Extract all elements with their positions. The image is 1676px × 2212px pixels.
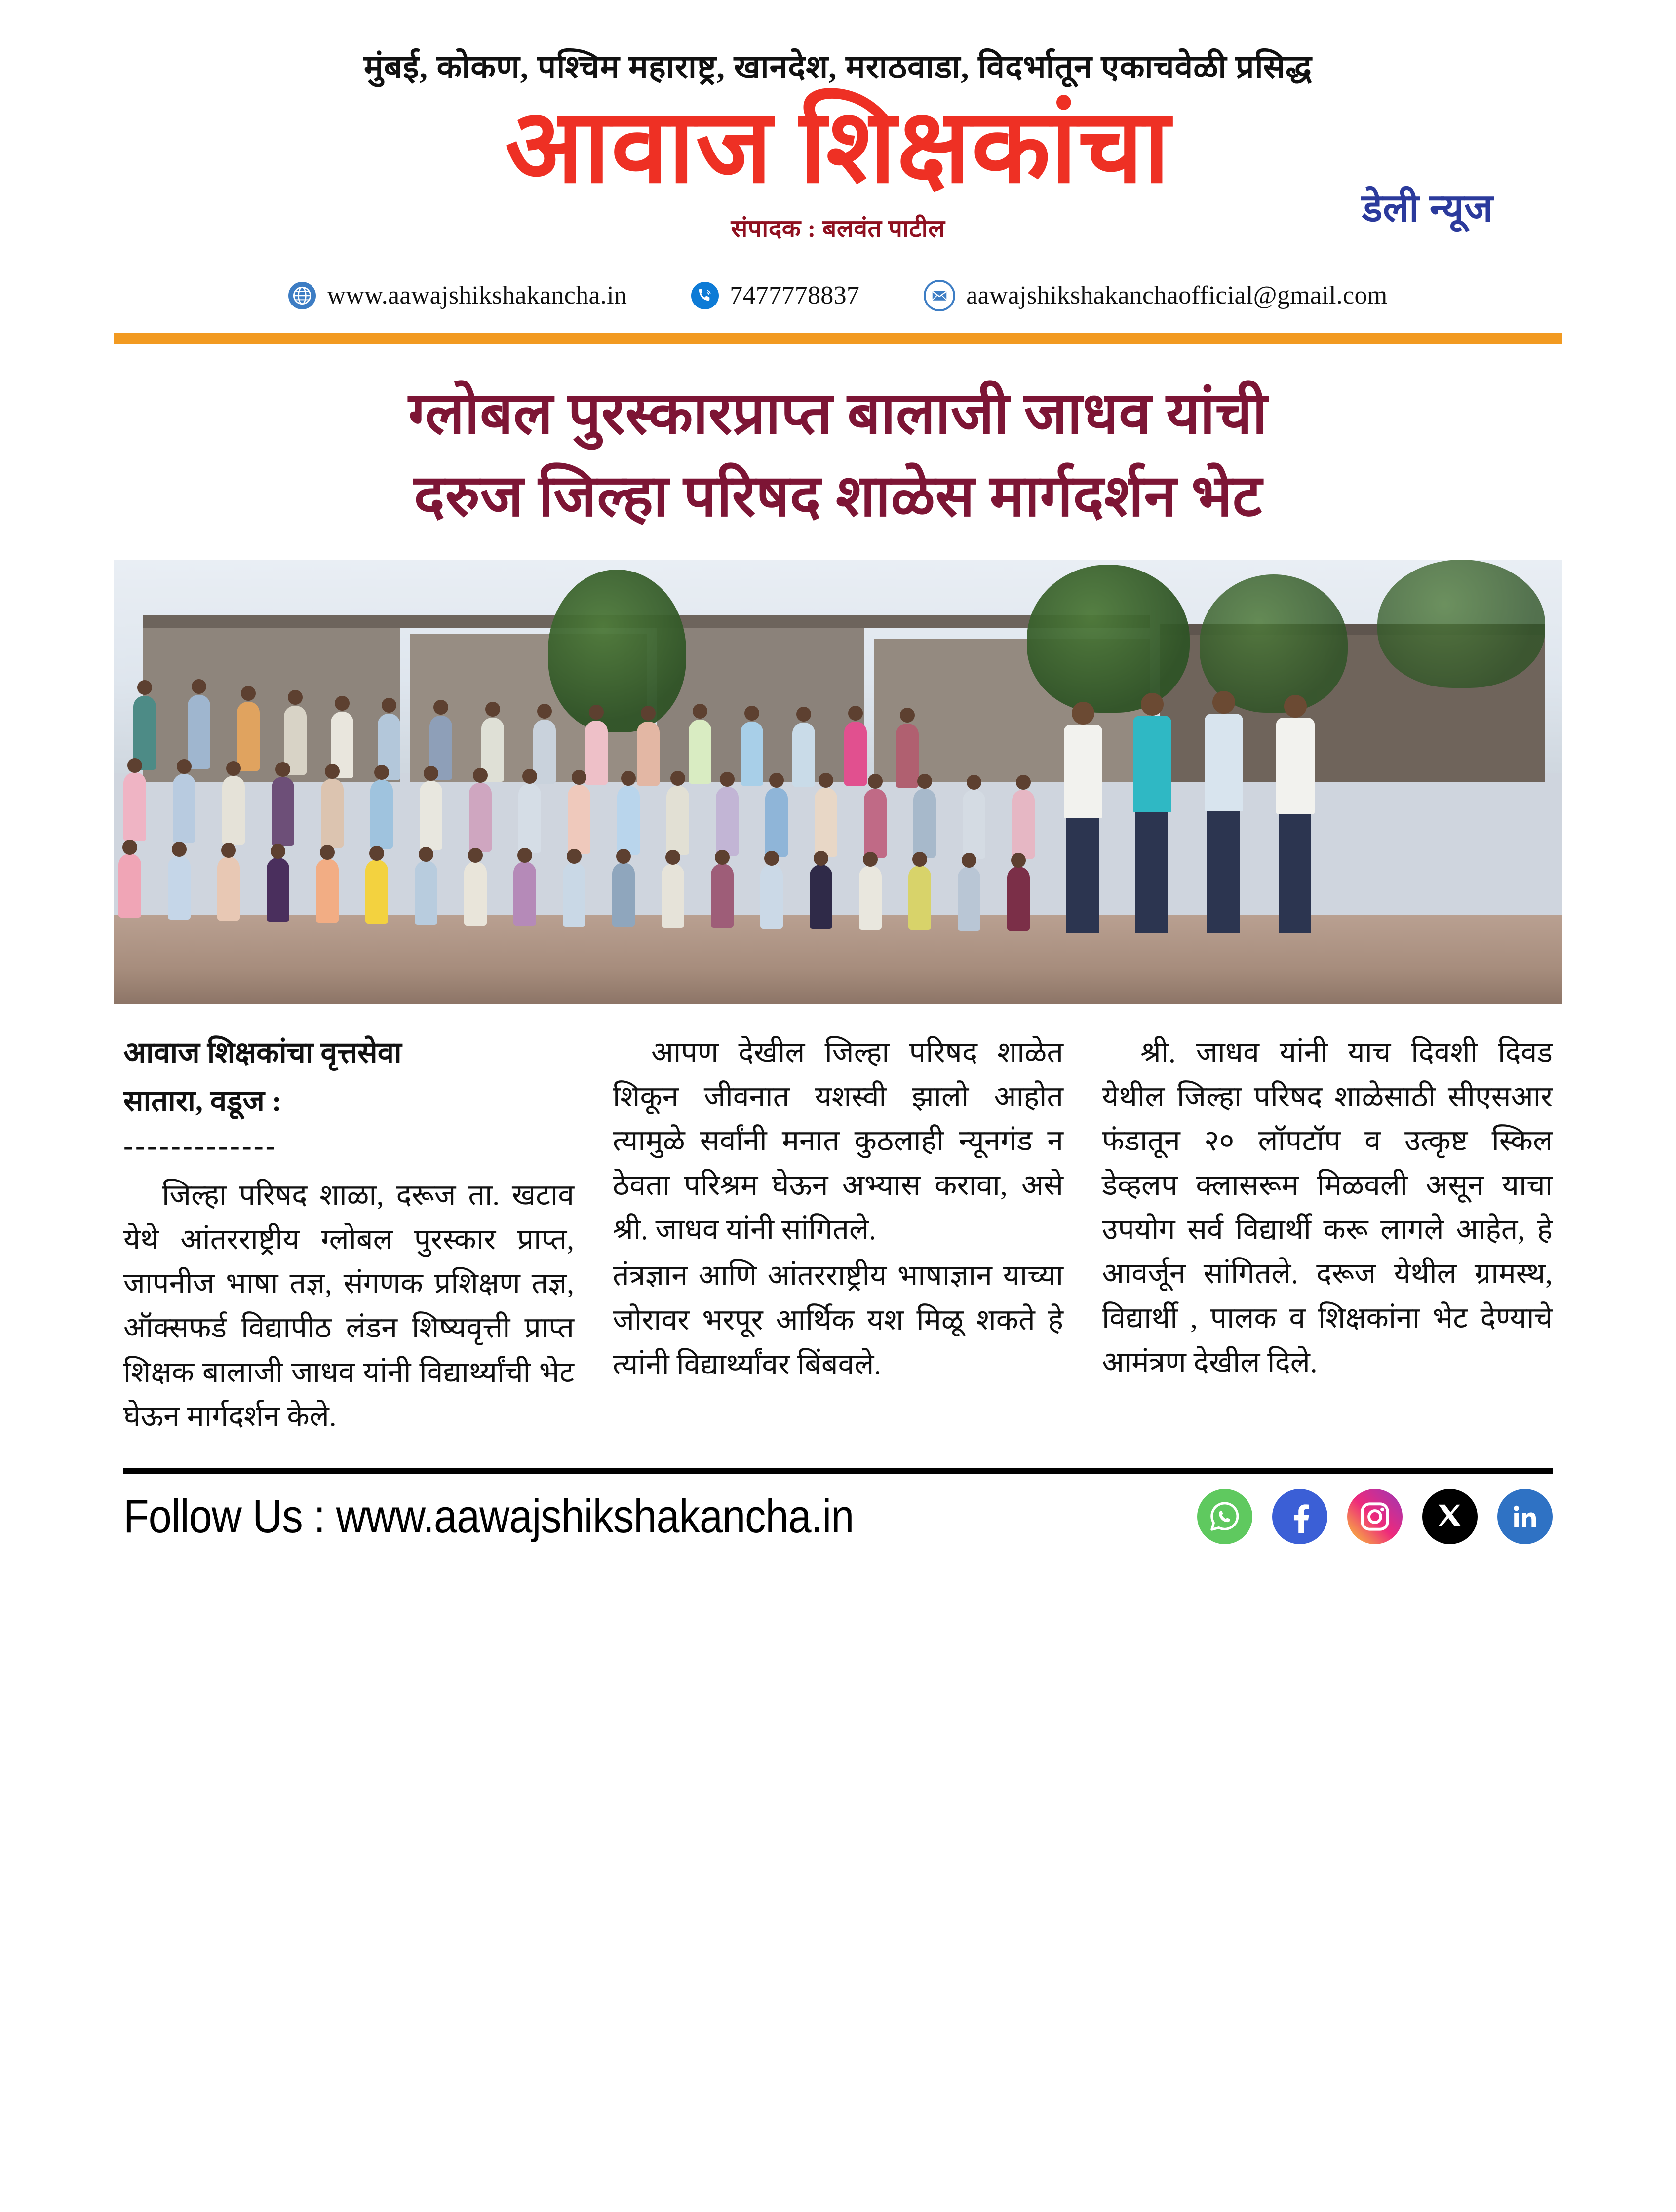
photo-student-head: [744, 706, 759, 721]
photo-student: [188, 695, 210, 769]
photo-crowd: [114, 666, 1562, 933]
x-icon[interactable]: [1422, 1489, 1478, 1544]
photo-student-head: [814, 851, 828, 866]
photo-student-head: [819, 773, 833, 788]
photo-student-head: [796, 707, 811, 722]
article-column-3: [1102, 1030, 1553, 1439]
photo-student-head: [693, 704, 707, 719]
article-body: [123, 1030, 1553, 1439]
photo-student-head: [288, 690, 303, 705]
photo-student: [173, 774, 195, 843]
photo-student: [267, 858, 289, 922]
photo-teacher-head: [1284, 695, 1307, 718]
photo-student-head: [962, 853, 976, 868]
photo-teacher-head: [1212, 691, 1235, 714]
photo-student: [316, 859, 339, 923]
masthead-tagline: मुंबई, कोकण, पश्चिम महाराष्ट्र, खानदेश, मराठवाडा, विदर्भातून एकाचवेळी प्रसिद्ध: [364, 49, 1312, 85]
photo-student-head: [419, 847, 433, 862]
photo-student-head: [537, 704, 552, 719]
contact-website[interactable]: [288, 281, 627, 310]
photo-student-head: [720, 772, 735, 787]
photo-student-head: [967, 775, 981, 790]
contact-email[interactable]: [924, 280, 1387, 311]
photo-teacher: [1133, 716, 1171, 812]
photo-student-head: [517, 848, 532, 863]
photo-student-head: [868, 774, 883, 789]
photo-student: [222, 776, 245, 845]
photo-student: [815, 788, 837, 857]
photo-student: [365, 860, 388, 924]
headline-line-2: दरुज जिल्हा परिषद शाळेस मार्गदर्शन भेट: [414, 464, 1262, 529]
photo-teacher: [1064, 725, 1102, 818]
photo-student: [272, 777, 294, 846]
website-text: www.aawajshikshakancha.in: [327, 281, 627, 310]
article-paragraph: तंत्रज्ञान आणि आंतरराष्ट्रीय भाषाज्ञान याच्या जोरावर भरपूर आर्थिक यश मिळू शकते हे त्यांनी विद्यार्थ्यांवर बिंबवले.: [613, 1259, 1063, 1380]
photo-student-head: [473, 768, 488, 783]
photo-teacher-legs: [1279, 812, 1311, 933]
photo-student: [217, 857, 240, 921]
photo-teacher-legs: [1207, 808, 1240, 933]
photo-student: [420, 781, 442, 850]
photo-student: [585, 721, 608, 785]
photo-student: [689, 720, 711, 784]
photo-teacher-legs: [1135, 809, 1168, 933]
photo-student-head: [221, 843, 236, 858]
headline-line-1: ग्लोबल पुरस्कारप्राप्त बालाजी जाधव यांची: [408, 381, 1268, 446]
photo-student: [123, 772, 146, 841]
photo-student: [844, 722, 867, 786]
photo-student-head: [670, 771, 685, 786]
photo-student-head: [122, 840, 137, 855]
photo-student: [913, 789, 936, 858]
newspaper-title: आवाज शिक्षकांचा: [505, 90, 1171, 204]
photo-student-head: [374, 765, 389, 780]
photo-student-head: [424, 766, 438, 781]
photo-student: [810, 865, 832, 929]
photo-student: [760, 865, 783, 929]
whatsapp-icon[interactable]: [1197, 1489, 1252, 1544]
photo-student-head: [715, 850, 730, 865]
photo-student: [666, 786, 689, 855]
photo-student-head: [325, 764, 340, 779]
editor-credit: संपादक : बलवंत पाटील: [731, 214, 945, 242]
photo-student-head: [863, 852, 878, 867]
photo-student: [237, 702, 260, 771]
article-column-1: [123, 1030, 574, 1439]
photo-student-head: [172, 842, 187, 857]
byline-divider: -------------: [123, 1129, 277, 1162]
article-column-2: [613, 1030, 1063, 1439]
photo-student-head: [641, 706, 656, 721]
photo-student: [711, 864, 734, 928]
photo-student-head: [764, 851, 779, 866]
masthead-subline-row: [114, 186, 1562, 253]
photo-student-head: [433, 700, 448, 715]
photo-student: [963, 790, 985, 859]
photo-student-head: [621, 771, 636, 786]
photo-student-head: [589, 705, 604, 720]
photo-student: [662, 864, 684, 928]
photo-student: [513, 862, 536, 926]
photo-student: [469, 783, 492, 852]
masthead: [0, 0, 1676, 311]
photo-student: [716, 787, 739, 856]
photo-teacher-legs: [1066, 814, 1099, 933]
photo-student: [1012, 790, 1035, 859]
photo-student-head: [192, 679, 206, 694]
photo-student: [118, 854, 141, 918]
photo-student-head: [572, 770, 586, 785]
photo-student: [518, 784, 541, 853]
photo-teacher: [1276, 718, 1315, 814]
photo-student-head: [382, 698, 396, 713]
photo-student-head: [848, 706, 863, 721]
photo-student-head: [127, 758, 142, 773]
photo-student: [741, 722, 763, 786]
photo-student: [563, 863, 585, 927]
follow-us-text: Follow Us : www.aawajshikshakancha.in: [123, 1490, 854, 1543]
photo-student: [415, 861, 437, 925]
photo-student: [168, 856, 191, 920]
photo-student-head: [275, 762, 290, 777]
photo-student-head: [485, 702, 500, 717]
social-links: [1197, 1489, 1553, 1544]
daily-news-label: डेली न्यूज: [1362, 186, 1493, 229]
photo-student: [321, 779, 344, 848]
article-photo: [114, 560, 1562, 1004]
photo-student-head: [468, 848, 483, 863]
masthead-title-row: [114, 90, 1562, 204]
photo-teacher: [1205, 714, 1243, 811]
photo-student-head: [616, 849, 631, 864]
photo-student: [792, 723, 815, 787]
photo-student-head: [177, 759, 192, 774]
envelope-icon: [924, 280, 955, 311]
photo-student-head: [320, 845, 335, 860]
facebook-icon[interactable]: [1272, 1489, 1327, 1544]
instagram-icon[interactable]: [1347, 1489, 1403, 1544]
footer-divider-rule: [123, 1468, 1553, 1474]
photo-student: [958, 867, 980, 931]
contact-phone[interactable]: [691, 281, 859, 310]
photo-student: [568, 785, 590, 854]
photo-student-head: [271, 844, 285, 859]
photo-student-head: [522, 769, 537, 784]
photo-student-head: [665, 850, 680, 865]
photo-student-head: [1011, 853, 1026, 868]
photo-student: [908, 866, 931, 930]
photo-student-head: [241, 686, 256, 701]
article-paragraph: जिल्हा परिषद शाळा, दरूज ता. खटाव येथे आंतरराष्ट्रीय ग्लोबल पुरस्कार प्राप्त, जापनीज भाषा तज्ञ, संगणक प्रशिक्षण तज्ञ, ऑक्सफर्ड विद्यापीठ लंडन शिष्यवृत्ती प्राप्त शिक्षक बालाजी जाधव यांनी विद्यार्थ्यांची भेट घेऊन मार्गदर्शन केले.: [123, 1178, 574, 1433]
photo-student: [612, 863, 635, 927]
photo-student-head: [1016, 775, 1031, 790]
article-paragraph: आपण देखील जिल्हा परिषद शाळेत शिकून जीवनात यशस्वी झालो आहोत त्यामुळे सर्वांनी मनात कुठलाही न्यूनगंड न ठेवता परिश्रम घेऊन अभ्यास करावा, असे श्री. जाधव यांनी सांगितले.: [613, 1035, 1063, 1246]
photo-student: [1007, 867, 1030, 931]
globe-icon: [288, 282, 316, 309]
photo-student-head: [137, 680, 152, 695]
email-text: aawajshikshakanchaofficial@gmail.com: [966, 281, 1388, 310]
contact-bar: [114, 280, 1562, 311]
photo-student-head: [900, 708, 915, 723]
photo-student: [617, 786, 640, 855]
photo-student: [859, 866, 882, 930]
photo-student: [464, 862, 487, 926]
photo-student-head: [917, 774, 932, 789]
photo-student-head: [912, 852, 927, 867]
photo-student: [896, 724, 919, 788]
byline-location: सातारा, वडूज :: [123, 1084, 282, 1117]
photo-student-head: [369, 846, 384, 861]
phone-text: 7477778837: [730, 281, 860, 310]
photo-student: [370, 780, 393, 849]
photo-student-head: [769, 773, 784, 788]
footer: [123, 1489, 1553, 1544]
phone-icon: [691, 282, 719, 309]
photo-student: [765, 788, 788, 857]
group-photo-illustration: [114, 560, 1562, 1004]
photo-teacher-head: [1072, 702, 1094, 725]
article-paragraph: श्री. जाधव यांनी याच दिवशी दिवड येथील जिल्हा परिषद शाळेसाठी सीएसआर फंडातून २० लॉपटॉप व उत्कृष्ट स्किल डेव्हलप क्लासरूम मिळवली असून याचा उपयोग सर्व विद्यार्थी करू लागले आहेत, हे आवर्जून सांगितले. दरूज येथील ग्रामस्थ, विद्यार्थी , पालक व शिक्षकांना भेट देण्याचे आमंत्रण देखील दिले.: [1102, 1035, 1553, 1378]
header-divider-rule: [114, 333, 1562, 344]
linkedin-icon[interactable]: [1497, 1489, 1553, 1544]
byline-service: आवाज शिक्षकांचा वृत्तसेवा: [123, 1036, 402, 1069]
photo-teacher-head: [1141, 693, 1164, 716]
photo-student-head: [335, 696, 350, 711]
photo-student: [864, 789, 887, 858]
article-headline: [128, 373, 1548, 538]
photo-student-head: [567, 849, 582, 864]
photo-student: [637, 722, 660, 786]
photo-student-head: [226, 761, 241, 776]
